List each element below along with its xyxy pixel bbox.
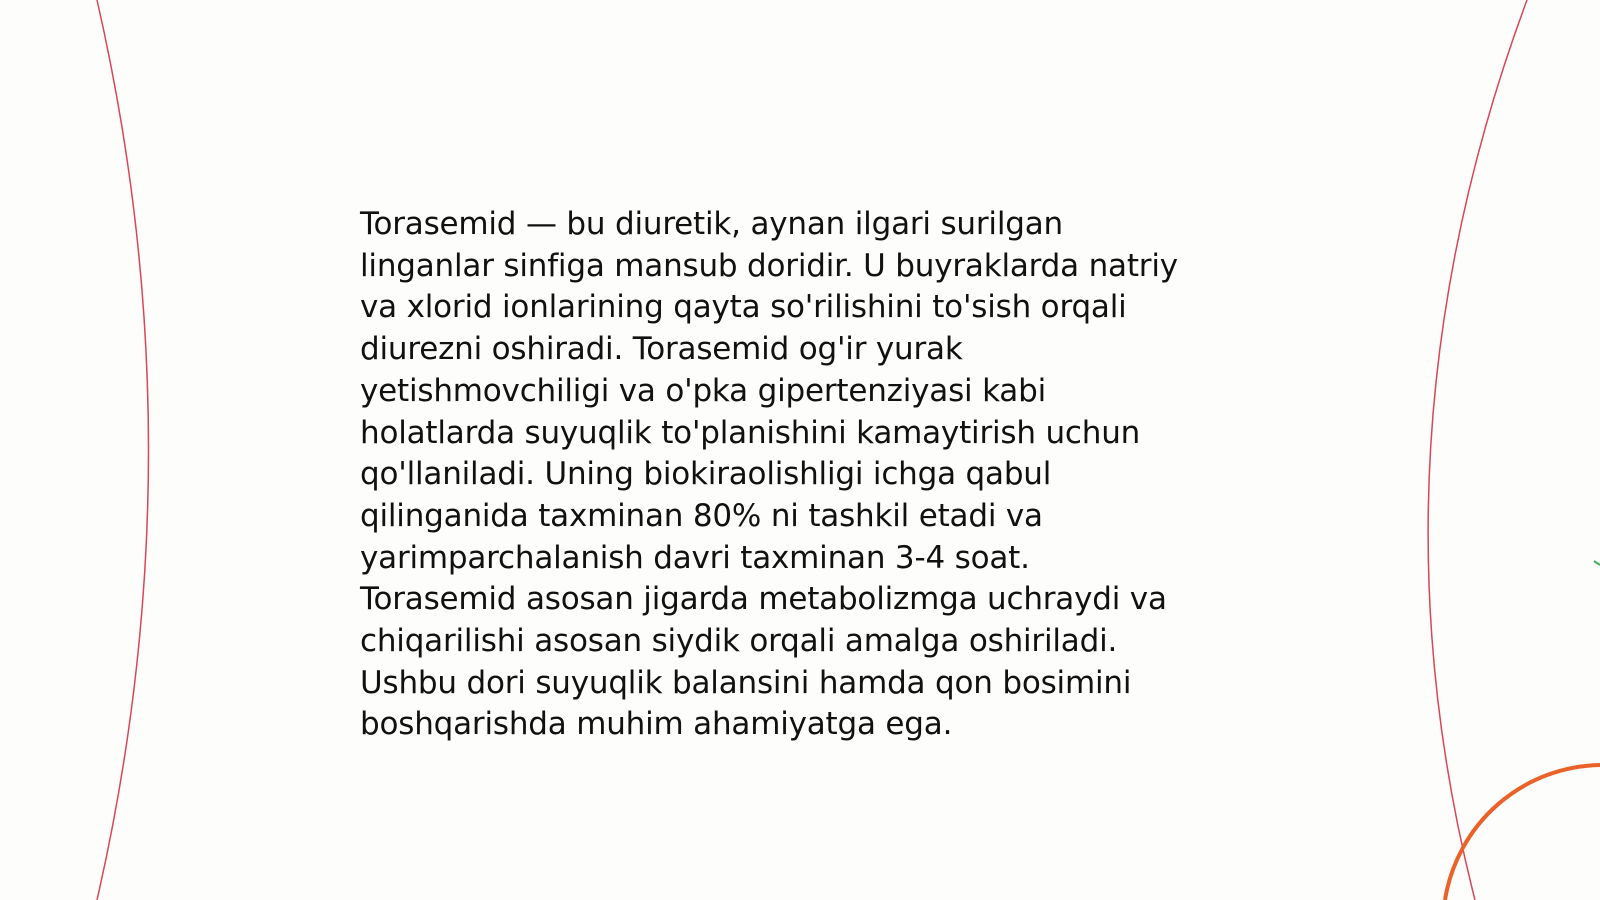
body-paragraph: Torasemid — bu diuretik, aynan ilgari surilgan linganlar sinfiga mansub doridir. U buyraklarda natriy va xlorid ionlarining qayta so'rilishini to'sish orqali diurezni oshiradi. Torasemid og'ir yurak yetishmovchiligi va o'pka gipertenziyasi kabi holatlarda suyuqlik to'planishini kamaytirish uchun qo'llaniladi. Uning biokiraolishligi ichga qabul qilinganida taxminan 80% ni tashkil etadi va yarimparchalanish davri taxminan 3-4 soat. Torasemid asosan jigarda metabolizmga uchraydi va chiqarilishi asosan siydik orqali amalga oshiriladi. Ushbu dori suyuqlik balansini hamda qon bosimini boshqarishda muhim ahamiyatga ega. [360, 206, 1178, 743]
left-curve-line [97, 0, 149, 900]
orange-arc [1445, 765, 1600, 900]
right-curve-line [1428, 0, 1527, 900]
green-tick [1594, 561, 1600, 565]
